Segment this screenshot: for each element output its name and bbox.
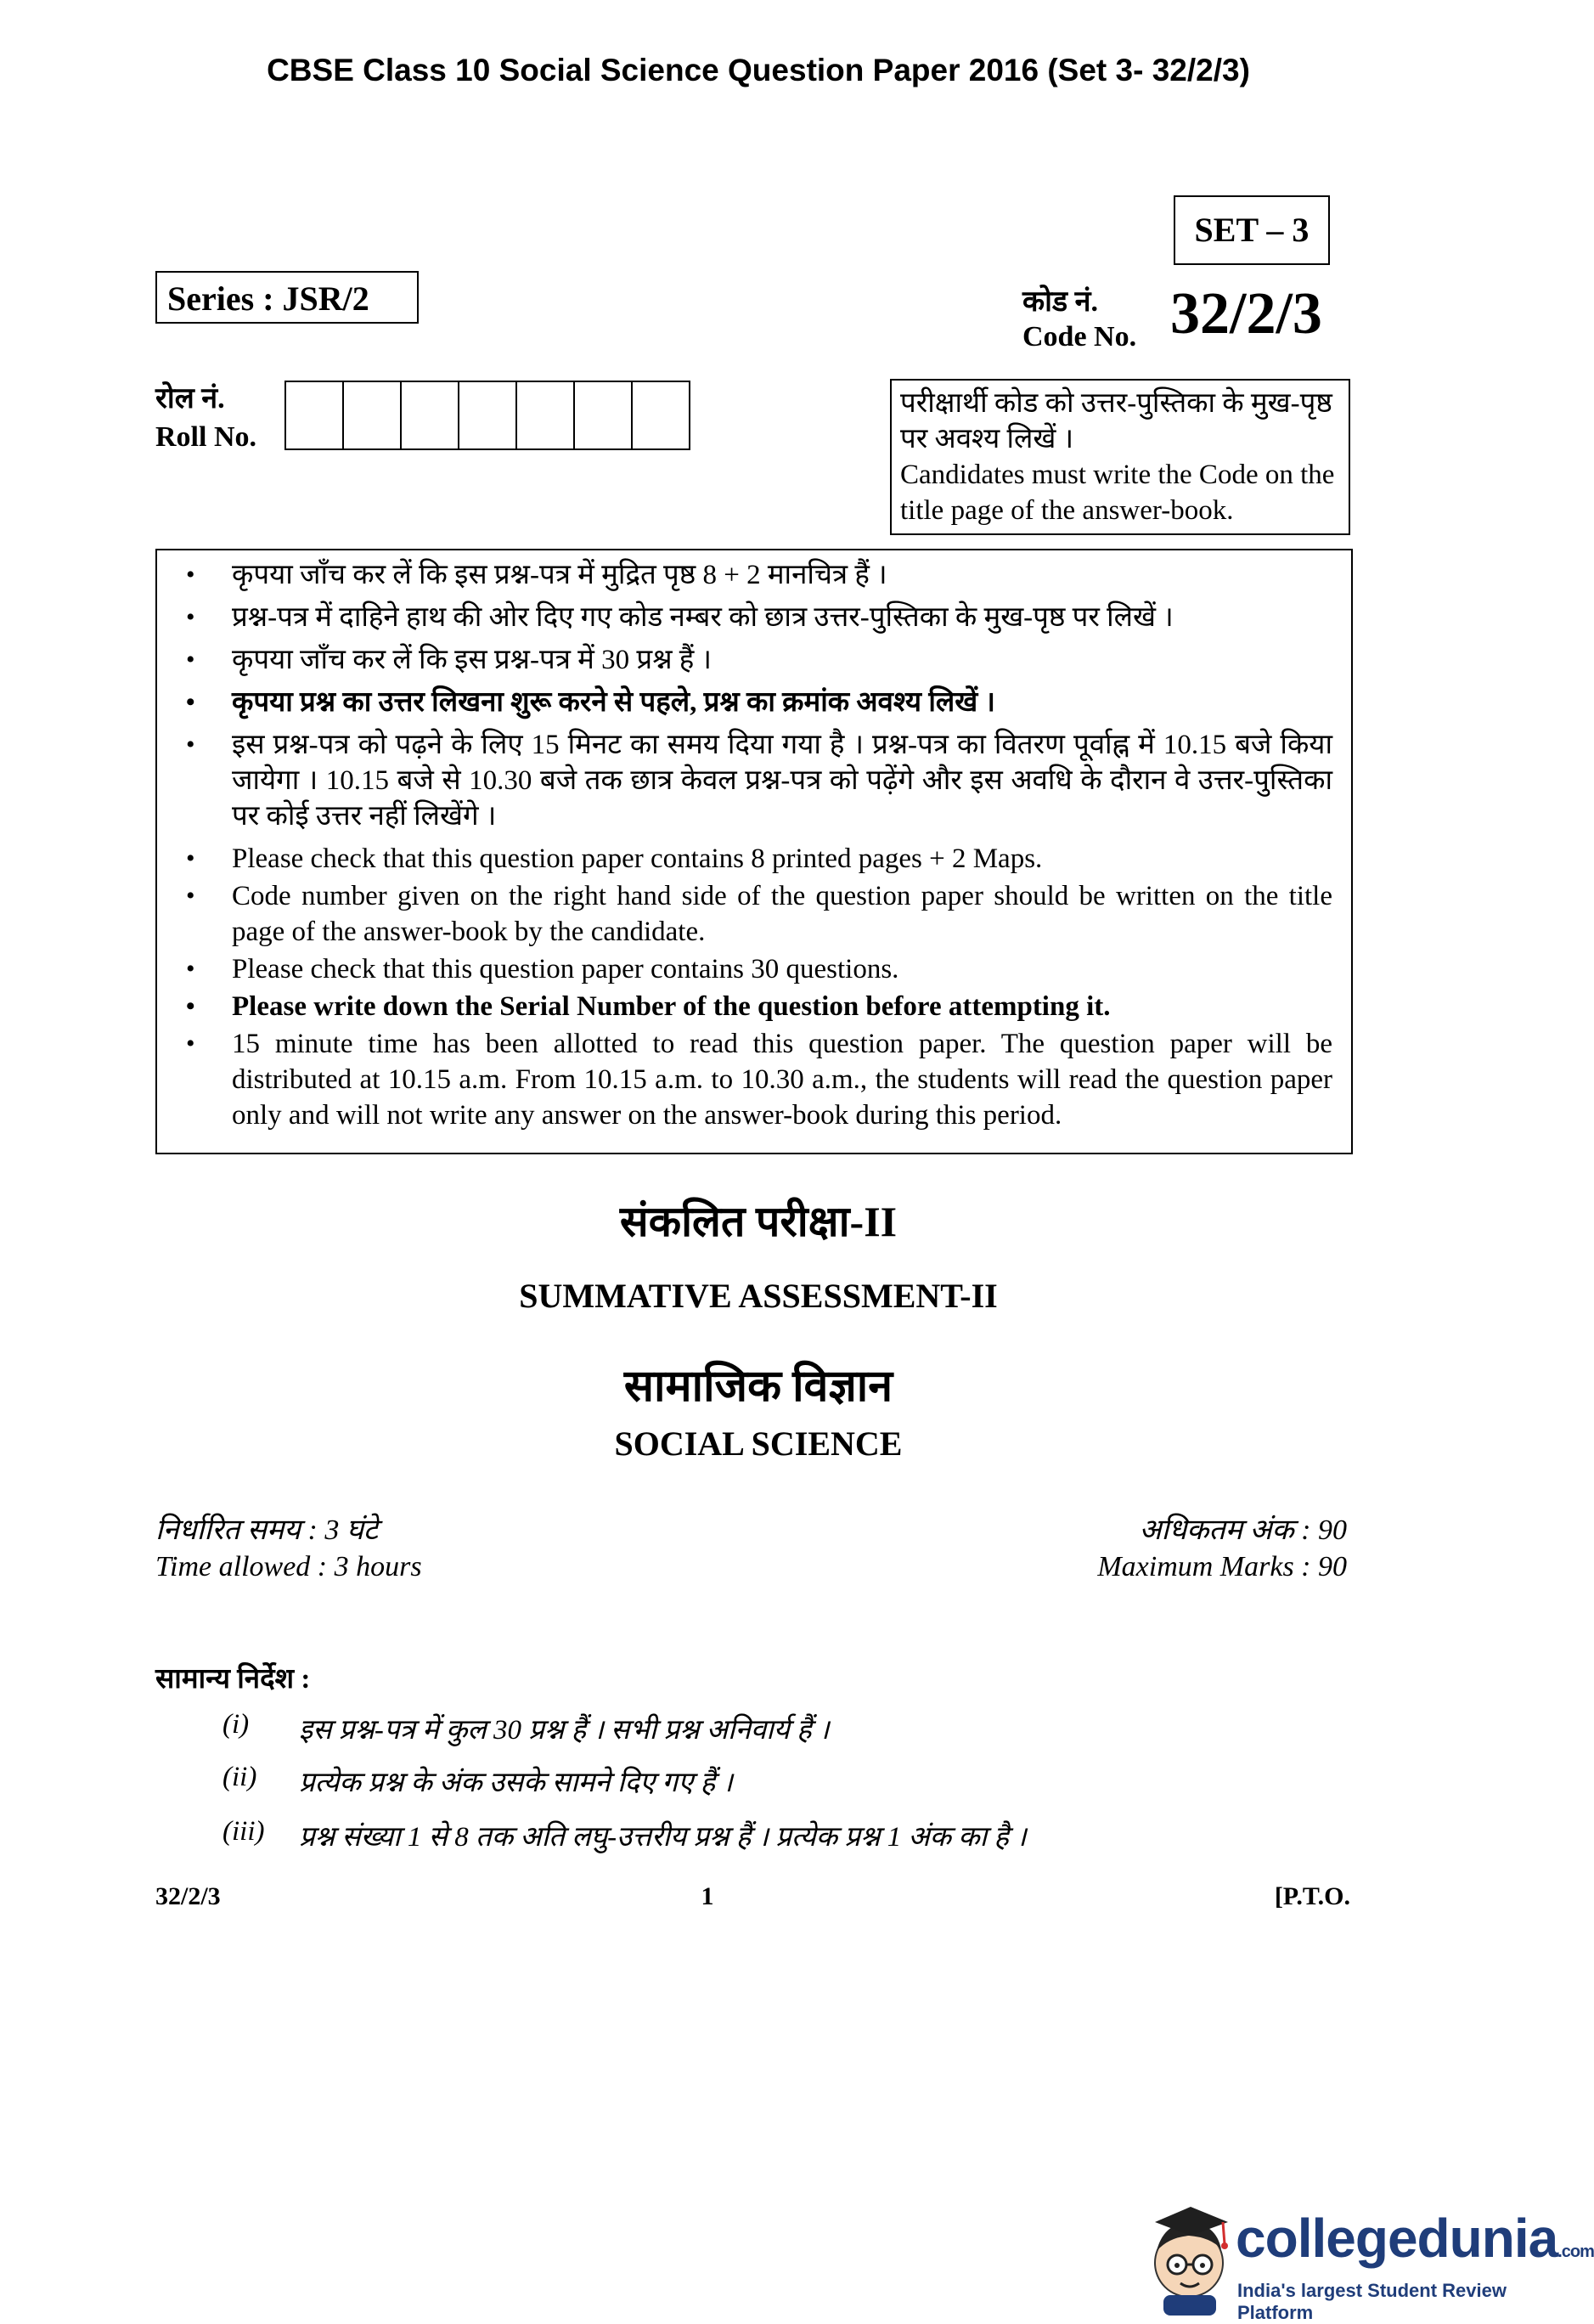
logo-tagline: India's largest Student Review Platform: [1237, 2280, 1507, 2323]
roll-label-english: Roll No.: [155, 421, 256, 453]
roll-number-cell[interactable]: [402, 382, 459, 448]
item-text: प्रत्येक प्रश्न के अंक उसके सामने दिए गए हैं ।: [299, 1768, 733, 1798]
roll-number-cell[interactable]: [286, 382, 344, 448]
general-instruction-item: [222, 1709, 829, 1747]
code-label-english: Code No.: [1022, 321, 1137, 353]
instruction-item: [176, 727, 1332, 834]
page-header-title: CBSE Class 10 Social Science Question Paper 2016 (Set 3- 32/2/3): [267, 53, 1250, 87]
general-instructions-heading: सामान्य निर्देश :: [155, 1664, 311, 1695]
roll-number-boxes[interactable]: [284, 381, 690, 450]
instruction-text: 15 minute time has been allotted to read this question paper. The question paper will be distributed at 10.15 a.m. From 10.15 a.m. to 10.30 a.m., the students will read the question paper only and will not write any answer on the answer-book during this period.: [232, 1029, 1332, 1131]
general-instruction-item: [222, 1816, 1027, 1854]
code-note-box: [890, 379, 1350, 535]
instruction-text: Code number given on the right hand side of the question paper should be written on the title page of the answer-book by the candidate.: [232, 881, 1332, 947]
instruction-text: कृपया जाँच कर लें कि इस प्रश्न-पत्र में 30 प्रश्न हैं ।: [232, 645, 713, 675]
subject-hindi: सामाजिक विज्ञान: [623, 1362, 893, 1411]
item-text: प्रश्न संख्या 1 से 8 तक अति लघु-उत्तरीय प्रश्न हैं । प्रत्येक प्रश्न 1 अंक का है ।: [299, 1822, 1027, 1853]
bullet-icon: •: [186, 603, 195, 631]
roll-number-cell[interactable]: [344, 382, 402, 448]
instruction-item: [176, 951, 1332, 987]
instruction-item: [176, 989, 1332, 1024]
instruction-item: [176, 878, 1332, 950]
bullet-icon: •: [186, 1029, 195, 1058]
max-marks-english: Maximum Marks : 90: [1097, 1551, 1347, 1582]
roll-number-cell[interactable]: [517, 382, 575, 448]
subject-english: SOCIAL SCIENCE: [614, 1424, 903, 1463]
pto-label: [P.T.O.: [1274, 1882, 1350, 1910]
instruction-text: Please check that this question paper contains 8 printed pages + 2 Maps.: [232, 843, 1043, 874]
time-allowed-english: Time allowed : 3 hours: [155, 1551, 422, 1582]
instruction-text: इस प्रश्न-पत्र को पढ़ने के लिए 15 मिनट का समय दिया गया है । प्रश्न-पत्र का वितरण पूर्वाह्न में 10.15 बजे किया जायेगा । 10.15 बजे से 10.30 बजे तक छात्र केवल प्रश्न-पत्र को पढ़ेंगे और इस अवधि के दौरान वे उत्तर-पुस्तिका पर कोई उत्तर नहीं लिखेंगे ।: [232, 730, 1332, 832]
code-note-english: Candidates must write the Code on the title page of the answer-book.: [900, 460, 1335, 526]
exam-title-hindi: संकलित परीक्षा-II: [619, 1198, 898, 1245]
bullet-icon: •: [186, 992, 195, 1020]
bullet-icon: •: [186, 844, 195, 872]
logo-suffix: .com: [1557, 2242, 1594, 2261]
set-label: SET – 3: [1174, 195, 1330, 265]
bullet-icon: •: [186, 688, 195, 716]
footer-code: 32/2/3: [155, 1882, 221, 1910]
code-note-hindi: परीक्षार्थी कोड को उत्तर-पुस्तिका के मुख-पृष्ठ पर अवश्य लिखें ।: [900, 388, 1332, 454]
roll-label-hindi: रोल नं.: [155, 383, 225, 415]
instruction-text: Please check that this question paper contains 30 questions.: [232, 954, 899, 984]
bullet-icon: •: [186, 955, 195, 983]
instruction-text: कृपया जाँच कर लें कि इस प्रश्न-पत्र में मुद्रित पृष्ठ 8 + 2 मानचित्र हैं ।: [232, 560, 887, 590]
bullet-icon: •: [186, 882, 195, 910]
roll-number-cell[interactable]: [459, 382, 517, 448]
instruction-item: [176, 685, 1332, 720]
item-number: (ii): [222, 1762, 257, 1792]
code-number: 32/2/3: [1170, 281, 1322, 347]
instructions-list: [176, 557, 1332, 1133]
item-text: इस प्रश्न-पत्र में कुल 30 प्रश्न हैं । सभी प्रश्न अनिवार्य हैं ।: [299, 1715, 830, 1746]
instruction-item: [176, 642, 1332, 678]
instruction-text: कृपया प्रश्न का उत्तर लिखना शुरू करने से पहले, प्रश्न का क्रमांक अवश्य लिखें ।: [232, 687, 995, 718]
general-instruction-item: [222, 1762, 733, 1800]
instruction-item: [176, 841, 1332, 877]
logo-wordmark: [1236, 2207, 1594, 2270]
bullet-icon: •: [186, 561, 195, 589]
roll-number-cell[interactable]: [633, 382, 690, 448]
instruction-item: [176, 557, 1332, 593]
item-number: (i): [222, 1709, 250, 1740]
roll-number-cell[interactable]: [575, 382, 633, 448]
instructions-box: [155, 549, 1353, 1154]
item-number: (iii): [222, 1816, 265, 1847]
exam-title-english: SUMMATIVE ASSESSMENT-II: [519, 1277, 998, 1315]
time-allowed-hindi: निर्धारित समय : 3 घंटे: [155, 1515, 379, 1546]
page-number: 1: [701, 1882, 714, 1910]
instruction-text: प्रश्न-पत्र में दाहिने हाथ की ओर दिए गए कोड नम्बर को छात्र उत्तर-पुस्तिका के मुख-पृष्ठ पर लिखें ।: [232, 602, 1174, 633]
instruction-item: [176, 1026, 1332, 1133]
code-label-hindi: कोड नं.: [1022, 286, 1098, 318]
max-marks-hindi: अधिकतम अंक : 90: [1139, 1515, 1347, 1546]
bullet-icon: •: [186, 646, 195, 674]
logo-name: collegedunia: [1236, 2208, 1558, 2269]
series-label: Series : JSR/2: [155, 271, 419, 324]
instruction-text: Please write down the Serial Number of the question before attempting it.: [232, 991, 1111, 1022]
bullet-icon: •: [186, 730, 195, 759]
instruction-item: [176, 600, 1332, 635]
